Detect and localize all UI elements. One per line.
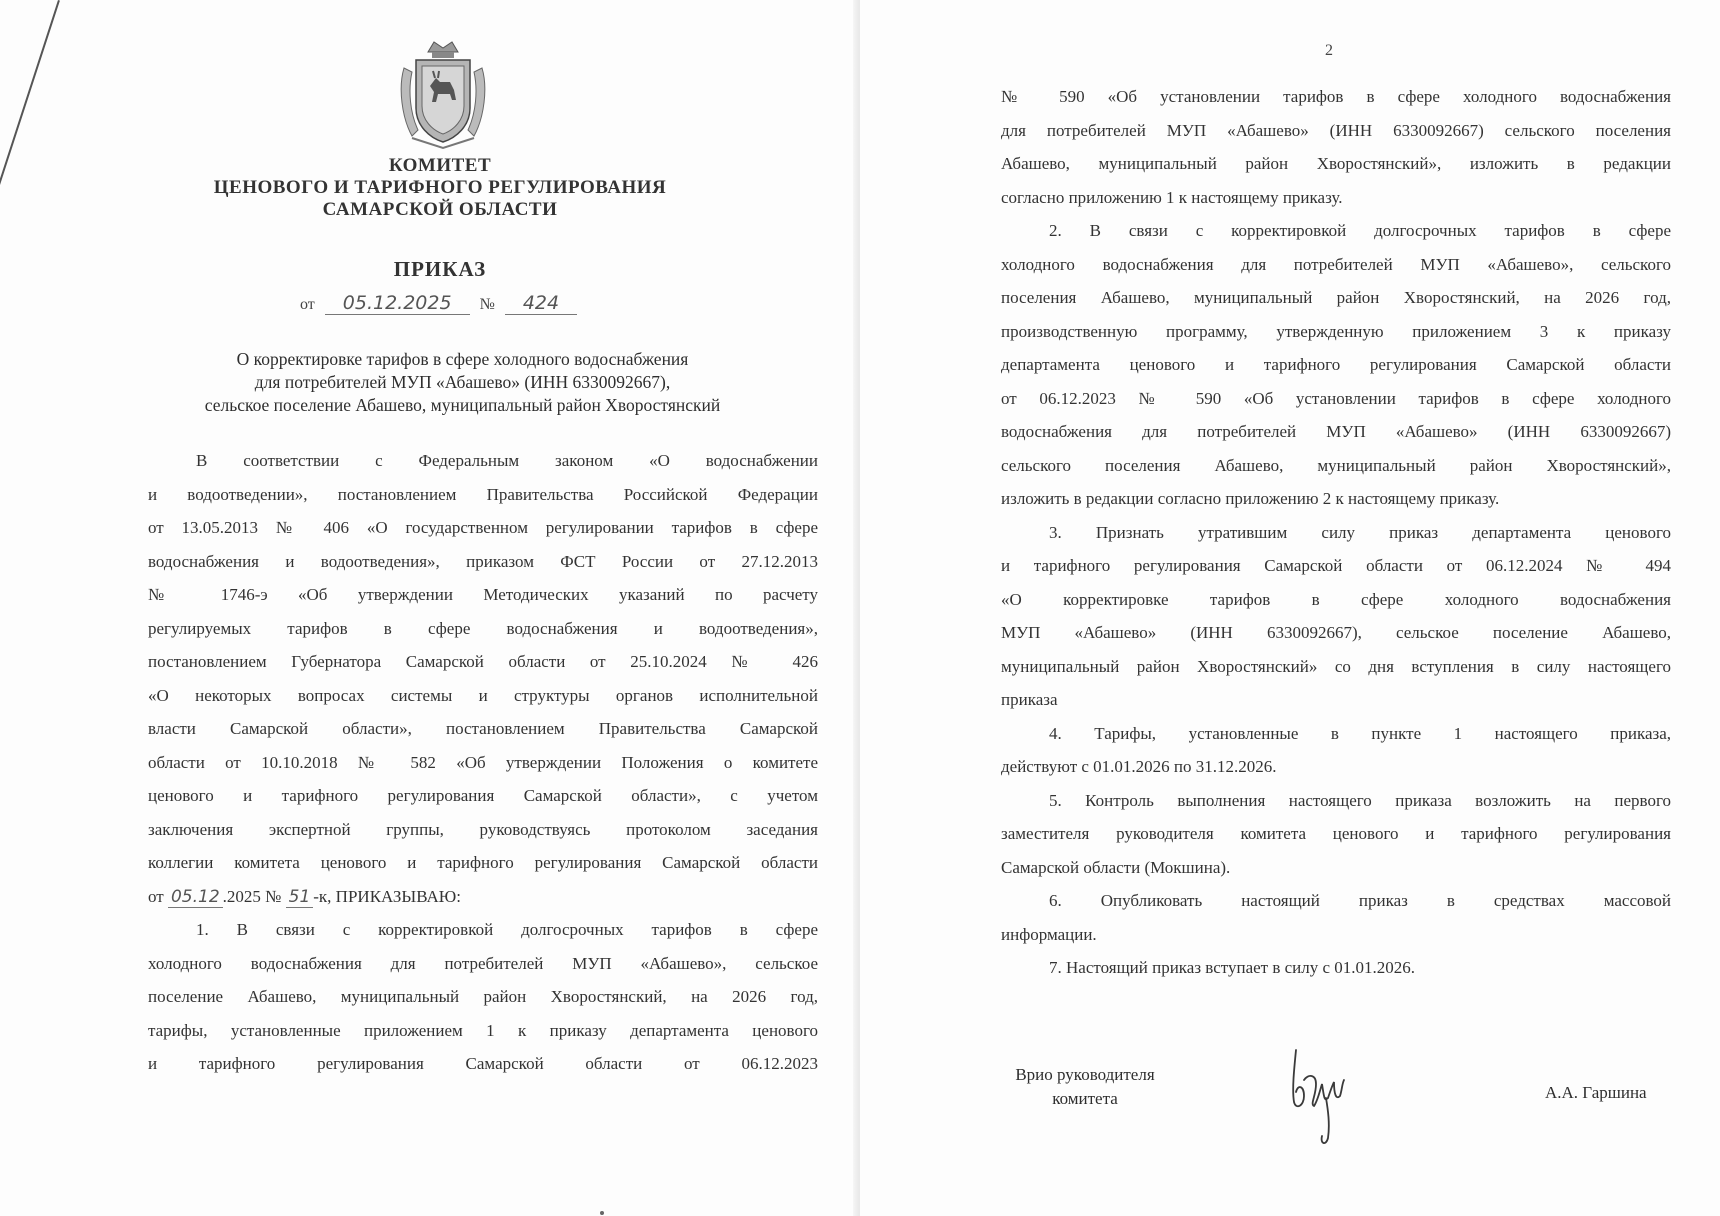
text-line: муниципальный район Хворостянский» со дня вступления в силу настоящего [1001,656,1671,676]
preamble-text [148,444,818,1081]
text-line: для потребителей МУП «Абашево» (ИНН 6330092667) сельского поселения [1001,120,1671,140]
text-line: власти Самарской области», постановлением Правительства Самарской [148,719,818,738]
order-title: ПРИКАЗ [393,257,487,281]
text-line: Самарской области (Мокшина). [1001,857,1231,877]
item-5-line: 5. Контроль выполнения настоящего приказа возложить на первого [1049,790,1671,810]
text-line: производственную программу, утвержденную приложением 3 к приказу [1001,321,1671,341]
item-1-line: тарифы, установленные приложением 1 к приказу департамента ценового [148,1020,818,1040]
order-items-text [1001,80,1671,985]
signatory-position [1000,1063,1170,1111]
text-line: и водоотведении», постановлением Правительства Российской Федерации [148,484,818,504]
text-line: № 1746-э «Об утверждении Методических указаний по расчету [148,585,818,604]
scan-artifact-line [0,0,60,238]
text-line: поселения Абашево, муниципальный район Хворостянский, на 2026 год, [1001,288,1671,307]
order-date-number-line [300,292,583,315]
subject-line: для потребителей МУП «Абашево» (ИНН 6330092667), [254,372,671,392]
item-7-line: 7. Настоящий приказ вступает в силу с 01.01.2026. [1049,958,1416,977]
text-line: информации. [1001,924,1097,944]
protocol-prefix: от [148,886,164,906]
protocol-date: 05.12 [168,887,223,908]
committee-name-line-3: САМАРСКОЙ ОБЛАСТИ [322,199,558,220]
text-line: № 590 «Об установлении тарифов в сфере холодного водоснабжения [1001,87,1671,106]
item-4-line: 4. Тарифы, установленные в пункте 1 настоящего приказа, [1049,723,1671,743]
page-number: 2 [1325,42,1333,59]
text-line: холодного водоснабжения для потребителей МУП «Абашево», сельского [1001,254,1671,274]
item-6-line: 6. Опубликовать настоящий приказ в средствах массовой [1049,891,1671,910]
protocol-suffix: -к, ПРИКАЗЫВАЮ: [313,886,461,906]
text-line: заключения экспертной группы, руководствуясь протоколом заседания [148,819,818,839]
text-line: ценового и тарифного регулирования Самарской области», с учетом [148,786,818,805]
protocol-line [148,880,818,914]
text-line: водоснабжения для потребителей МУП «Абашево» (ИНН 6330092667) [1001,422,1671,441]
item-3-line: 3. Признать утратившим силу приказ департамента ценового [1049,522,1671,542]
scan-speck [600,1211,604,1215]
item-1-line: холодного водоснабжения для потребителей МУП «Абашево», сельское [148,953,818,973]
subject-line: О корректировке тарифов в сфере холодного водоснабжения [236,349,689,369]
text-line: водоснабжения и водоотведения», приказом ФСТ России от 27.12.2013 [148,551,818,571]
text-line: приказа [1001,690,1058,709]
number-label: № [479,296,495,313]
text-line: МУП «Абашево» (ИНН 6330092667), сельское поселение Абашево, [1001,623,1671,642]
text-line: изложить в редакции согласно приложению 2 к настоящему приказу. [1001,489,1500,508]
subject-line: сельское поселение Абашево, муниципальный район Хворостянский [204,395,721,415]
position-line-2: комитета [1052,1089,1118,1108]
text-line: заместителя руководителя комитета ценового и тарифного регулирования [1001,824,1671,843]
text-line: от 13.05.2013 № 406 «О государственном регулировании тарифов в сфере [148,518,818,537]
text-line: сельского поселения Абашево, муниципальный район Хворостянский», [1001,455,1671,475]
text-line: «О некоторых вопросах системы и структуры органов исполнительной [148,685,818,705]
text-line: и тарифного регулирования Самарской области от 06.12.2024 № 494 [1001,556,1671,575]
order-date: 05.12.2025 [325,292,470,315]
item-1-line: 1. В связи с корректировкой долгосрочных тарифов в сфере [196,920,818,939]
protocol-number: 51 [286,887,314,908]
item-1-line: поселение Абашево, муниципальный район Хворостянский, на 2026 год, [148,987,818,1006]
from-label: от [300,296,315,313]
text-line: постановлением Губернатора Самарской области от 25.10.2024 № 426 [148,652,818,671]
text-line: от 06.12.2023 № 590 «Об установлении тарифов в сфере холодного [1001,388,1671,408]
order-subject [150,348,775,417]
text-line: департамента ценового и тарифного регулирования Самарской области [1001,355,1671,374]
order-number: 424 [505,292,577,315]
coat-of-arms-icon [398,38,488,150]
signatory-name: А.А. Гаршина [1545,1083,1647,1102]
text-line: действуют с 01.01.2026 по 31.12.2026. [1001,757,1277,776]
text-line: коллегии комитета ценового и тарифного регулирования Самарской области [148,853,818,872]
position-line-1: Врио руководителя [1015,1065,1155,1084]
item-1-line: и тарифного регулирования Самарской области от 06.12.2023 [148,1054,818,1073]
text-line: Абашево, муниципальный район Хворостянский», изложить в редакции [1001,154,1671,173]
protocol-year: .2025 № [222,886,282,906]
text-line: регулируемых тарифов в сфере водоснабжения и водоотведения», [148,618,818,638]
committee-name-line-2: ЦЕНОВОГО И ТАРИФНОГО РЕГУЛИРОВАНИЯ [213,177,667,198]
text-line: согласно приложению 1 к настоящему приказу. [1001,187,1343,207]
text-line: «О корректировке тарифов в сфере холодного водоснабжения [1001,589,1671,609]
text-line: области от 10.10.2018 № 582 «Об утверждении Положения о комитете [148,752,818,772]
handwritten-signature-icon [1278,1040,1358,1150]
text-line: В соответствии с Федеральным законом «О водоснабжении [196,451,818,470]
item-2-line: 2. В связи с корректировкой долгосрочных тарифов в сфере [1049,221,1671,240]
committee-name-line-1: КОМИТЕТ [388,155,492,176]
